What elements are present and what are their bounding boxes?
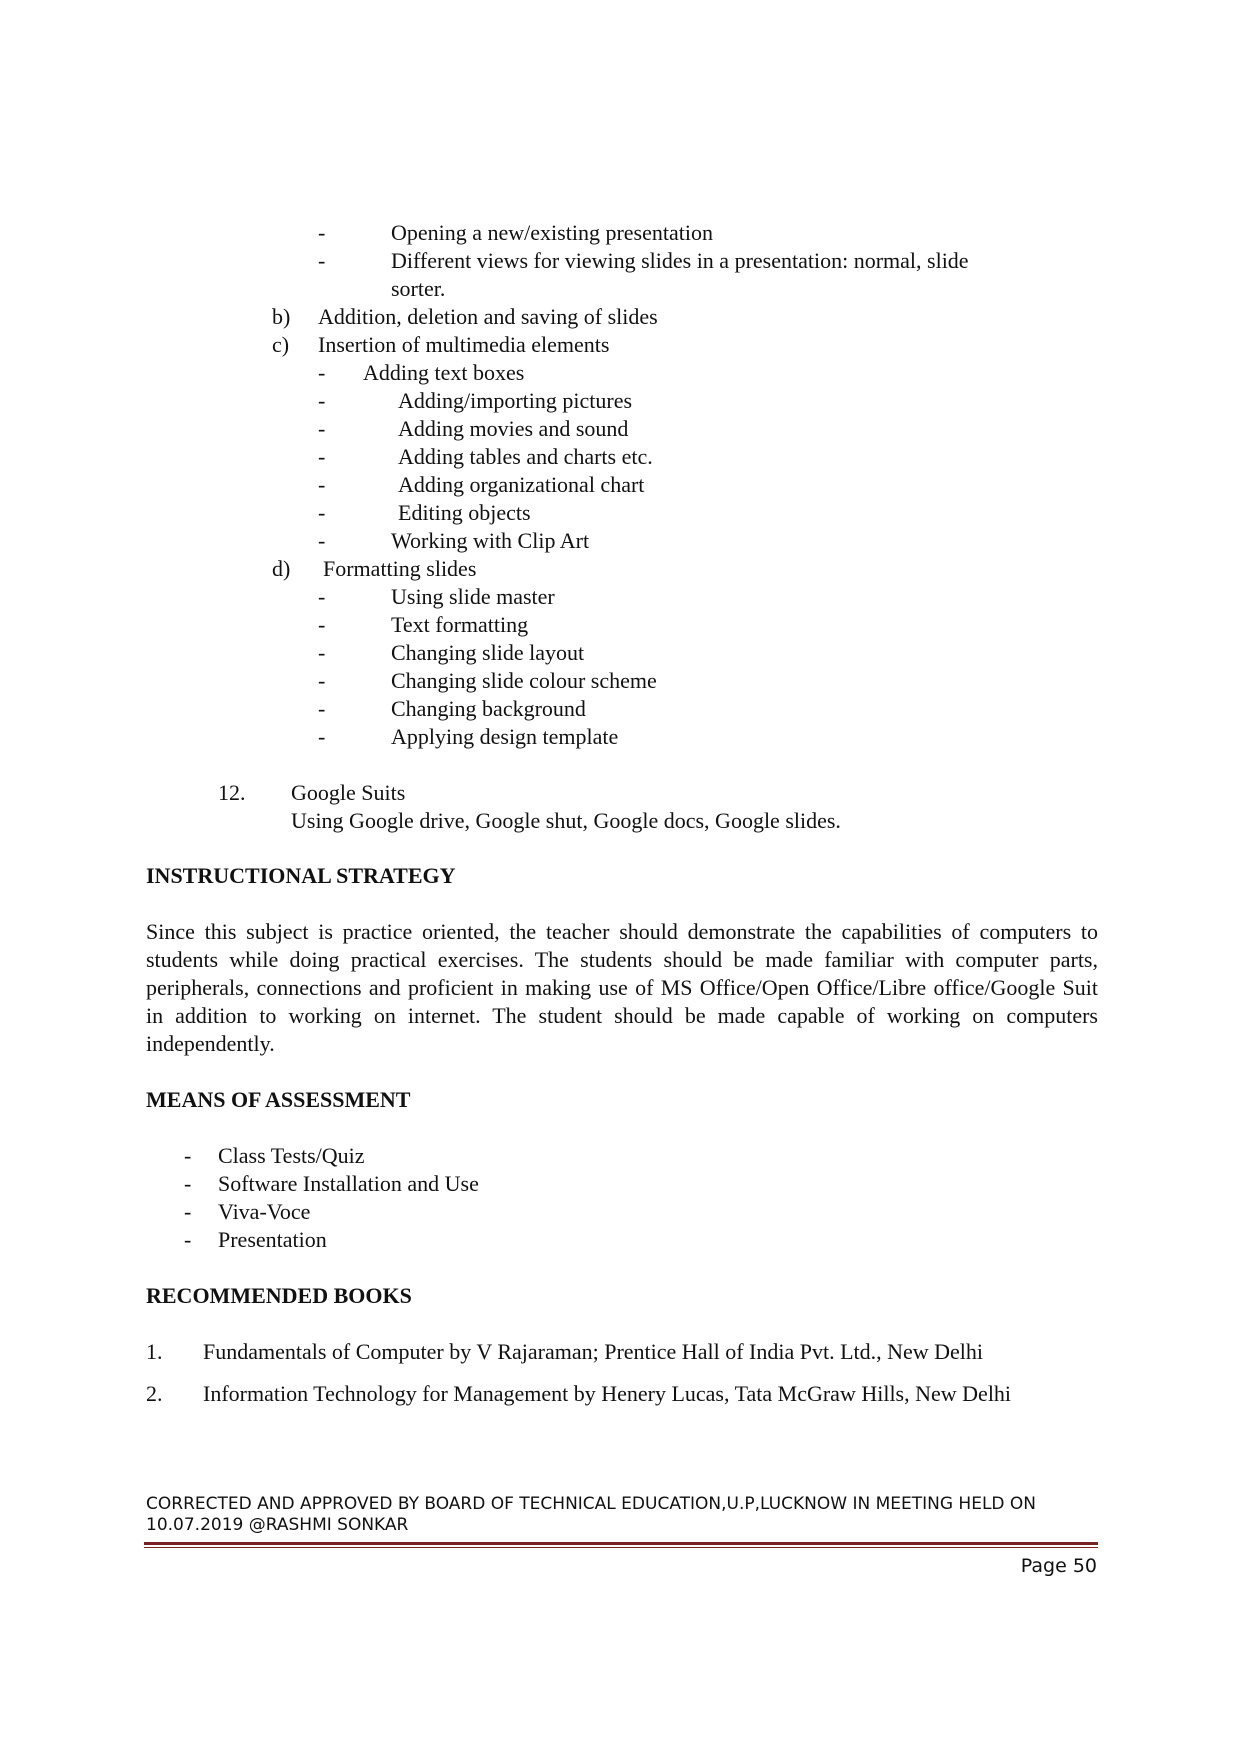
outline-dash: - <box>318 248 326 273</box>
footer-rule <box>144 1542 1098 1545</box>
instructional-strategy-paragraph: Since this subject is practice oriented, the teacher should demonstrate the capabilities of computers to students while doing practical exercises. The students should be made familiar with computer parts, peripherals, connections and proficient in making use of MS Office/Open Office/Libre office/Google Suit in addition to working on internet. The student should be made capable of working on computers independently. <box>146 919 1098 1056</box>
section-detail: Using Google drive, Google shut, Google docs, Google slides. <box>291 808 841 833</box>
outline-item: Adding/importing pictures <box>398 388 633 413</box>
footer-rule <box>144 1547 1098 1548</box>
footer-note <box>146 1494 1098 1536</box>
book-number: 1. <box>146 1339 163 1364</box>
outline-item: Changing background <box>391 696 586 721</box>
outline-item: Adding organizational chart <box>398 472 645 497</box>
outline-dash: - <box>318 360 326 385</box>
outline-item: Applying design template <box>391 724 619 749</box>
outline-item: Adding movies and sound <box>398 416 629 441</box>
assessment-heading: MEANS OF ASSESSMENT <box>146 1087 411 1112</box>
outline-dash: - <box>318 416 326 441</box>
outline-dash: - <box>318 220 326 245</box>
outline-subheading: Addition, deletion and saving of slides <box>318 304 658 329</box>
assessment-item: Viva-Voce <box>218 1199 311 1224</box>
outline-dash: - <box>318 584 326 609</box>
outline-item-continued: sorter. <box>391 276 446 301</box>
recommended-books-heading: RECOMMENDED BOOKS <box>146 1283 412 1308</box>
outline-subheading: Formatting slides <box>323 556 477 581</box>
outline-dash: - <box>318 444 326 469</box>
footer-line: CORRECTED AND APPROVED BY BOARD OF TECHNICAL EDUCATION,U.P,LUCKNOW IN MEETING HELD ON <box>146 1494 1037 1514</box>
outline-item: Editing objects <box>398 500 531 525</box>
outline-item: Using slide master <box>391 584 555 609</box>
assessment-item: Presentation <box>218 1227 327 1252</box>
outline-dash: - <box>318 500 326 525</box>
instructional-strategy-heading: INSTRUCTIONAL STRATEGY <box>146 863 456 888</box>
book-entry <box>146 1373 1098 1457</box>
book-text: Fundamentals of Computer by V Rajaraman; Prentice Hall of India Pvt. Ltd., New Delhi <box>203 1339 984 1364</box>
outline-dash: - <box>318 472 326 497</box>
outline-item: Changing slide colour scheme <box>391 668 657 693</box>
outline-dash: - <box>318 724 326 749</box>
page-number: Page 50 <box>1020 1555 1097 1577</box>
assessment-dash: - <box>184 1143 192 1168</box>
outline-subheading: Insertion of multimedia elements <box>318 332 610 357</box>
list-marker: c) <box>272 332 290 357</box>
book-text: Information Technology for Management by Henery Lucas, Tata McGraw Hills, New Delhi <box>203 1381 1012 1406</box>
list-marker: b) <box>272 304 291 329</box>
footer-line: 10.07.2019 @RASHMI SONKAR <box>146 1515 409 1535</box>
outline-item: Text formatting <box>391 612 529 637</box>
assessment-dash: - <box>184 1227 192 1252</box>
assessment-dash: - <box>184 1171 192 1196</box>
outline-dash: - <box>318 668 326 693</box>
outline-dash: - <box>318 696 326 721</box>
book-number: 2. <box>146 1381 163 1406</box>
assessment-item: Class Tests/Quiz <box>218 1143 365 1168</box>
outline-dash: - <box>318 388 326 413</box>
outline-item: Adding tables and charts etc. <box>398 444 653 469</box>
outline-item: Opening a new/existing presentation <box>391 220 713 245</box>
section-number: 12. <box>218 780 246 805</box>
section-title: Google Suits <box>291 780 406 805</box>
outline-item: Changing slide layout <box>391 640 585 665</box>
assessment-item: Software Installation and Use <box>218 1171 479 1196</box>
outline-item: Different views for viewing slides in a presentation: normal, slide <box>391 248 969 273</box>
outline-item: Working with Clip Art <box>391 528 590 553</box>
outline-item: Adding text boxes <box>363 360 525 385</box>
list-marker: d) <box>272 556 291 581</box>
outline-dash: - <box>318 612 326 637</box>
outline-dash: - <box>318 528 326 553</box>
assessment-dash: - <box>184 1199 192 1224</box>
outline-dash: - <box>318 640 326 665</box>
